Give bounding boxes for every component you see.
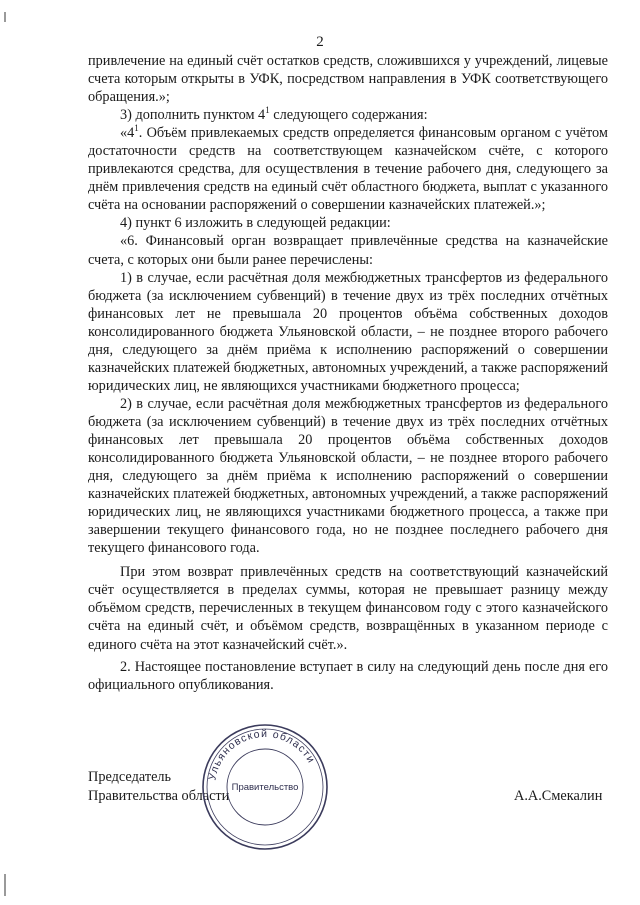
paragraph-continuation: привлечение на единый счёт остатков средств, сложившихся у учреждений, лицевые счета которым открыты в УФК, посредством направления в УФК соответствующего обращения.»; bbox=[88, 53, 608, 106]
page-number: 2 bbox=[316, 34, 324, 50]
p41-lead: «4 bbox=[120, 125, 135, 142]
seal-ring-text: Ульяновской области bbox=[206, 727, 318, 782]
paragraph-4-1 bbox=[88, 124, 608, 214]
document-body bbox=[88, 52, 608, 694]
paragraph-subitem-2: 2) в случае, если расчётная доля межбюджетных трансфертов из федерального бюджета (за исключением субвенций) в течение двух из трёх последних отчётных финансовых лет превышала 20 процентов объёма собственных доходов консолидированного бюджета Ульяновской области, – не позднее второго рабочего дня, следующего за днём приёма к исполнению распоряжений о совершении казначейских платежей бюджетных, автономных учреждений, а также распоряжений юридических лиц, не являющихся участниками бюджетного процесса, а также при завершении текущего финансового года, но не позднее последнего рабочего дня текущего финансового года. bbox=[88, 395, 608, 557]
scan-margin-mark-bottom bbox=[4, 874, 6, 896]
paragraph-item-3 bbox=[88, 106, 608, 124]
official-seal-stamp bbox=[200, 722, 330, 852]
item-3-lead: 3) дополнить пунктом 4 bbox=[120, 107, 266, 124]
scan-margin-mark-top bbox=[4, 12, 6, 22]
paragraph-item-4: 4) пункт 6 изложить в следующей редакции: bbox=[120, 215, 391, 232]
signatory-title-line1: Председатель bbox=[88, 769, 172, 785]
item-3-sup: 1 bbox=[265, 105, 270, 116]
paragraph-subitem-1: 1) в случае, если расчётная доля межбюджетных трансфертов из федерального бюджета (за исключением субвенций) в течение двух из трёх последних отчётных финансовых лет не превышала 20 процентов объёма собственных доходов консолидированного бюджета Ульяновской области, – не позднее второго рабочего дня, следующего за днём приёма к исполнению распоряжений о совершении казначейских платежей бюджетных, автономных учреждений, а также распоряжений юридических лиц, не являющихся участниками бюджетного процесса; bbox=[88, 269, 608, 394]
seal-center-text: Правительство bbox=[231, 782, 299, 793]
paragraph-6: «6. Финансовый орган возвращает привлечённые средства на казначейские счета, с которых они были ранее перечислены: bbox=[88, 233, 608, 268]
paragraph-return: При этом возврат привлечённых средств на соответствующий казначейский счёт осуществляется в пределах суммы, которая не превышает разницу между объёмом средств, перечисленных в текущем финансовом году с этого казначейского счёта на единый счёт, и объёмом средств, возвращённых в указанном периоде с единого счёта на этот казначейский счёт.». bbox=[88, 564, 608, 653]
p41-sup: 1 bbox=[134, 123, 139, 134]
signatory-name: А.А.Смекалин bbox=[514, 788, 603, 804]
item-3-rest: следующего содержания: bbox=[269, 107, 428, 124]
signatory-title-line2: Правительства области bbox=[88, 788, 230, 804]
p41-rest: . Объём привлекаемых средств определяется финансовым органом с учётом достаточности средств на соответствующем казначейском счёте, с которого привлекаются средства, для осуществления в течение рабочего дня, следующего за днём привлечения средств на единый счёт областного бюджета, выплат с указанного счёта на основании распоряжений о совершении казначейских платежей.»; bbox=[88, 125, 608, 214]
paragraph-2-effective: 2. Настоящее постановление вступает в силу на следующий день после дня его официального опубликования. bbox=[88, 658, 608, 693]
